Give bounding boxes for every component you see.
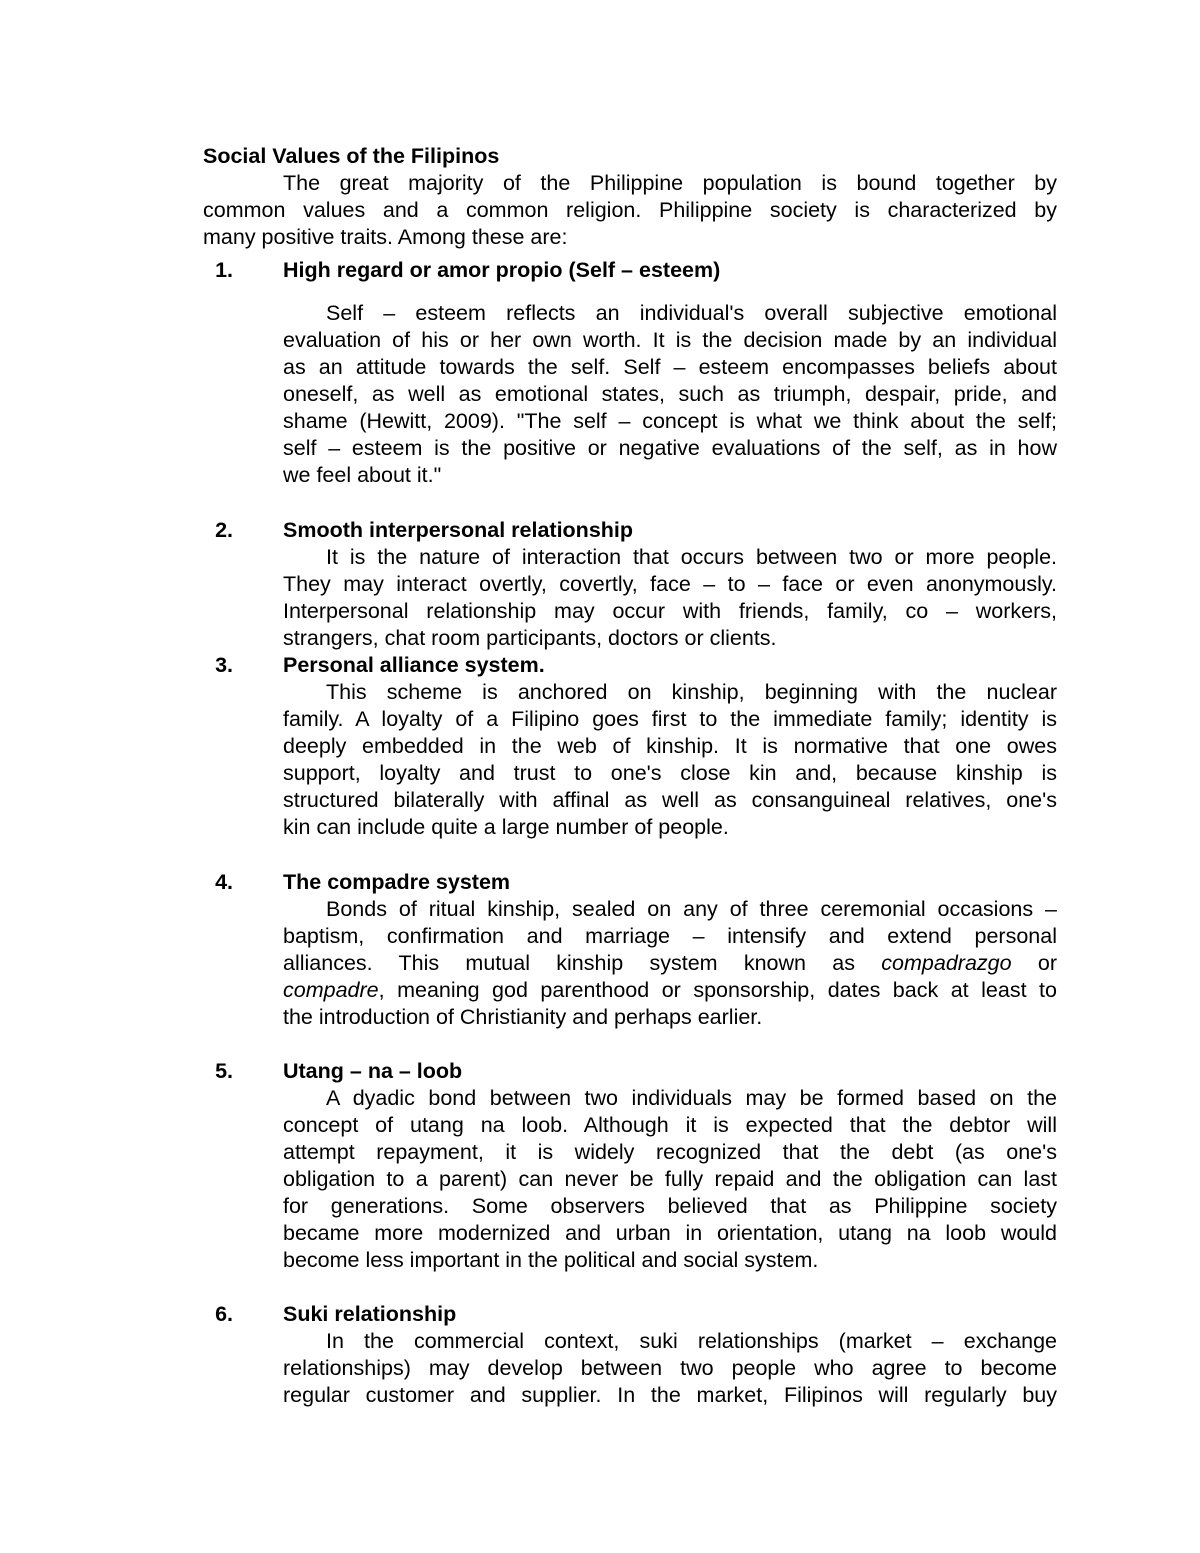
italic-term: compadrazgo xyxy=(881,951,1012,975)
item-paragraph xyxy=(283,300,1057,489)
item-number: 5. xyxy=(215,1059,233,1083)
item-paragraph xyxy=(283,1085,1057,1274)
paragraph-line: attempt repayment, it is widely recognized that the debt (as one's xyxy=(283,1140,1057,1164)
paragraph-line: This scheme is anchored on kinship, beginning with the nuclear xyxy=(326,680,1057,704)
paragraph-line: self – esteem is the positive or negative evaluations of the self, as in how xyxy=(283,436,1057,460)
intro-line: The great majority of the Philippine population is bound together by xyxy=(283,171,1057,195)
paragraph-line: obligation to a parent) can never be fully repaid and the obligation can last xyxy=(283,1167,1057,1191)
item-paragraph xyxy=(283,896,1057,1031)
paragraph-line: shame (Hewitt, 2009). "The self – concept is what we think about the self; xyxy=(283,409,1057,433)
paragraph-line: structured bilaterally with affinal as well as consanguineal relatives, one's xyxy=(283,788,1057,812)
item-heading: Smooth interpersonal relationship xyxy=(283,518,634,542)
paragraph-line: the introduction of Christianity and perhaps earlier. xyxy=(283,1005,763,1029)
item-heading: The compadre system xyxy=(283,870,511,894)
text-run: , meaning god parenthood or sponsorship, dates back at least to xyxy=(378,978,1057,1002)
intro-line: many positive traits. Among these are: xyxy=(203,225,568,249)
paragraph-line xyxy=(283,950,1057,977)
paragraph-line: family. A loyalty of a Filipino goes first to the immediate family; identity is xyxy=(283,707,1057,731)
paragraph-line: kin can include quite a large number of people. xyxy=(283,815,729,839)
item-paragraph xyxy=(283,1328,1057,1409)
paragraph-line: Bonds of ritual kinship, sealed on any of three ceremonial occasions – xyxy=(326,897,1057,921)
intro-line: common values and a common religion. Philippine society is characterized by xyxy=(203,198,1057,222)
item-number: 4. xyxy=(215,870,233,894)
paragraph-line: A dyadic bond between two individuals may be formed based on the xyxy=(326,1086,1057,1110)
paragraph-line: oneself, as well as emotional states, such as triumph, despair, pride, and xyxy=(283,382,1057,406)
paragraph-line: become less important in the political and social system. xyxy=(283,1248,819,1272)
paragraph-line: became more modernized and urban in orientation, utang na loob would xyxy=(283,1221,1057,1245)
item-heading: Personal alliance system. xyxy=(283,653,545,677)
item-number: 2. xyxy=(215,518,233,542)
paragraph-line: Interpersonal relationship may occur with friends, family, co – workers, xyxy=(283,599,1057,623)
item-paragraph xyxy=(283,679,1057,841)
item-heading: High regard or amor propio (Self – esteem) xyxy=(283,258,721,282)
paragraph-line: It is the nature of interaction that occurs between two or more people. xyxy=(326,545,1057,569)
paragraph-line xyxy=(283,977,1057,1004)
paragraph-line: concept of utang na loob. Although it is expected that the debtor will xyxy=(283,1113,1057,1137)
item-number: 1. xyxy=(215,258,233,282)
paragraph-line: we feel about it." xyxy=(283,463,442,487)
paragraph-line: support, loyalty and trust to one's close kin and, because kinship is xyxy=(283,761,1057,785)
text-run: alliances. This mutual kinship system known as xyxy=(283,951,855,975)
item-number: 3. xyxy=(215,653,233,677)
paragraph-line: baptism, confirmation and marriage – intensify and extend personal xyxy=(283,924,1057,948)
paragraph-line: strangers, chat room participants, doctors or clients. xyxy=(283,626,777,650)
italic-term: compadre xyxy=(283,978,379,1002)
paragraph-line: for generations. Some observers believed that as Philippine society xyxy=(283,1194,1057,1218)
paragraph-line: In the commercial context, suki relationships (market – exchange xyxy=(326,1329,1057,1353)
item-paragraph xyxy=(283,544,1057,652)
paragraph-line: relationships) may develop between two people who agree to become xyxy=(283,1356,1057,1380)
paragraph-line: regular customer and supplier. In the market, Filipinos will regularly buy xyxy=(283,1383,1057,1407)
paragraph-line: Self – esteem reflects an individual's overall subjective emotional xyxy=(326,301,1057,325)
text-run: or xyxy=(1037,951,1057,975)
paragraph-line: They may interact overtly, covertly, face – to – face or even anonymously. xyxy=(283,572,1057,596)
paragraph-line: deeply embedded in the web of kinship. It is normative that one owes xyxy=(283,734,1057,758)
item-number: 6. xyxy=(215,1302,233,1326)
item-heading: Utang – na – loob xyxy=(283,1059,463,1083)
document-title: Social Values of the Filipinos xyxy=(203,144,500,168)
item-heading: Suki relationship xyxy=(283,1302,457,1326)
paragraph-line: evaluation of his or her own worth. It is the decision made by an individual xyxy=(283,328,1057,352)
intro-paragraph xyxy=(203,170,1057,251)
paragraph-line: as an attitude towards the self. Self – esteem encompasses beliefs about xyxy=(283,355,1057,379)
